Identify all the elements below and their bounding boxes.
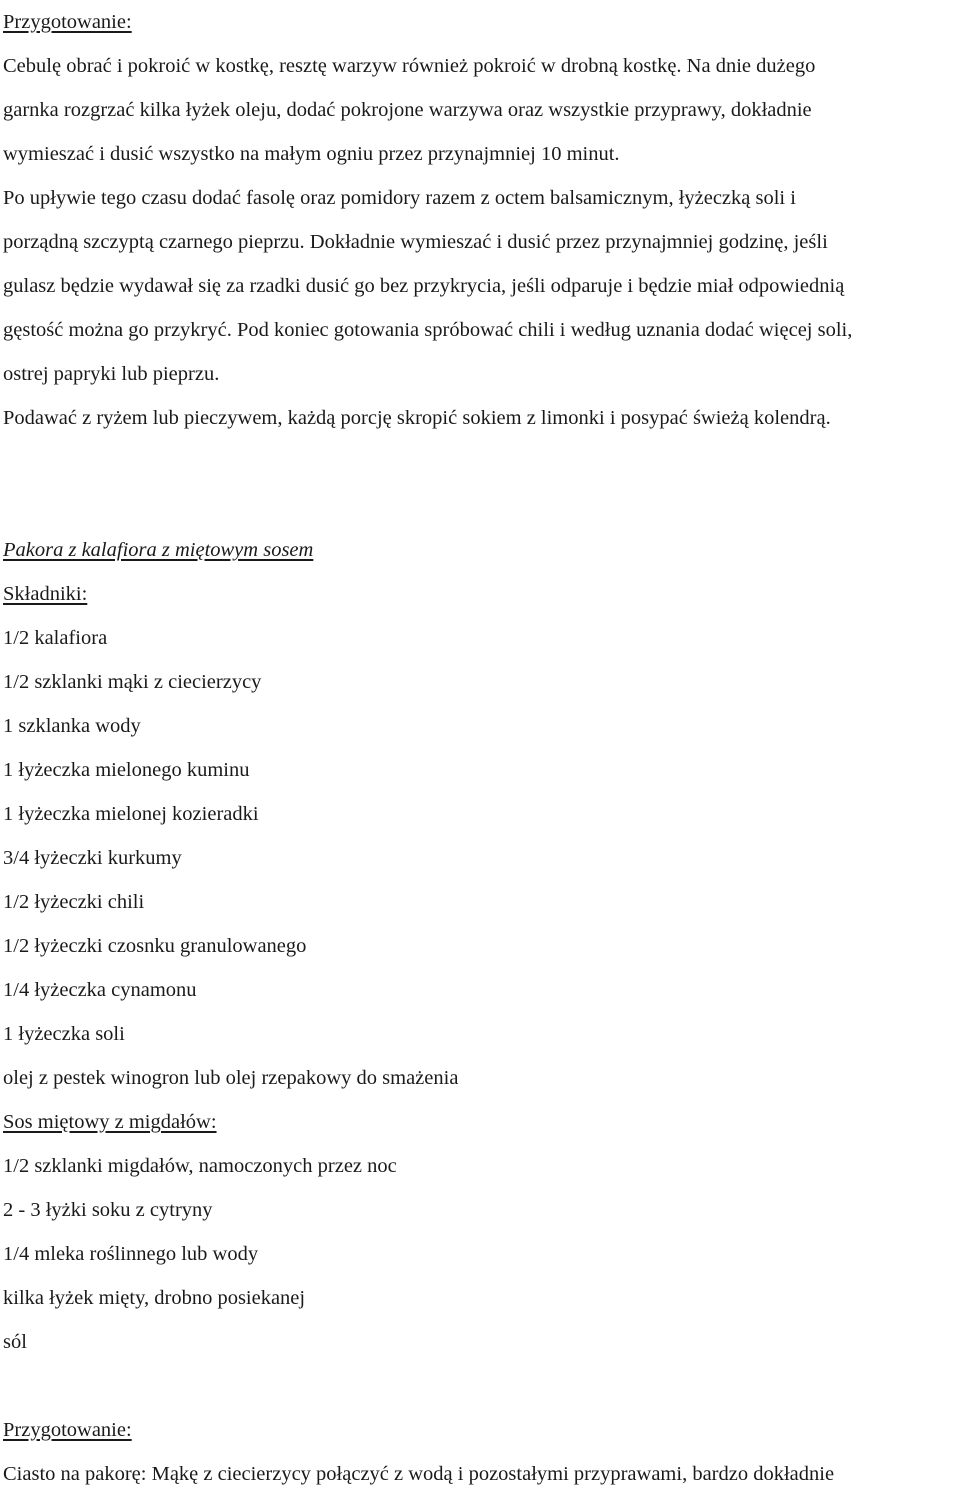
ingredient-item: 1/2 szklanki mąki z ciecierzycy bbox=[3, 671, 262, 693]
sauce-ingredient-item: 2 - 3 łyżki soku z cytryny bbox=[3, 1199, 213, 1221]
sauce-ingredient-item: sól bbox=[3, 1331, 27, 1353]
sauce-ingredient-item: 1/2 szklanki migdałów, namoczonych przez noc bbox=[3, 1155, 397, 1177]
ingredient-item: 1/2 łyżeczki czosnku granulowanego bbox=[3, 935, 307, 957]
document-page bbox=[3, 0, 957, 1496]
paragraph-line: Podawać z ryżem lub pieczywem, każdą porcję skropić sokiem z limonki i posypać świeżą kolendrą. bbox=[3, 407, 831, 429]
paragraph-line: wymieszać i dusić wszystko na małym ogniu przez przynajmniej 10 minut. bbox=[3, 143, 620, 165]
spacer bbox=[3, 1364, 957, 1408]
ingredients-heading: Składniki: bbox=[3, 583, 88, 605]
ingredient-item: 1/4 łyżeczka cynamonu bbox=[3, 979, 197, 1001]
ingredient-item: 1 szklanka wody bbox=[3, 715, 141, 737]
prep-line: Ciasto na pakorę: Mąkę z ciecierzycy połączyć z wodą i pozostałymi przyprawami, bardzo dokładnie bbox=[3, 1463, 835, 1485]
paragraph-line: gulasz będzie wydawał się za rzadki dusić go bez przykrycia, jeśli odparuje i będzie miał odpowiednią bbox=[3, 275, 845, 297]
paragraph-line: Cebulę obrać i pokroić w kostkę, resztę warzyw również pokroić w drobną kostkę. Na dnie dużego bbox=[3, 55, 816, 77]
paragraph-line: ostrej papryki lub pieprzu. bbox=[3, 363, 220, 385]
paragraph-line: porządną szczyptą czarnego pieprzu. Dokładnie wymieszać i dusić przez przynajmniej godzinę, jeśli bbox=[3, 231, 828, 253]
ingredient-item: 1/2 łyżeczki chili bbox=[3, 891, 145, 913]
ingredient-item: 1 łyżeczka mielonego kuminu bbox=[3, 759, 250, 781]
recipe-title: Pakora z kalafiora z miętowym sosem bbox=[3, 539, 314, 561]
ingredient-item: olej z pestek winogron lub olej rzepakowy do smażenia bbox=[3, 1067, 459, 1089]
spacer bbox=[3, 484, 957, 528]
spacer bbox=[3, 440, 957, 484]
sauce-heading: Sos miętowy z migdałów: bbox=[3, 1111, 217, 1133]
ingredient-item: 1 łyżeczka mielonej kozieradki bbox=[3, 803, 259, 825]
prep-heading: Przygotowanie: bbox=[3, 1419, 132, 1441]
paragraph-line: gęstość można go przykryć. Pod koniec gotowania spróbować chili i według uznania dodać więcej soli, bbox=[3, 319, 853, 341]
paragraph-line: garnka rozgrzać kilka łyżek oleju, dodać pokrojone warzywa oraz wszystkie przyprawy, dokładnie bbox=[3, 99, 812, 121]
sauce-ingredient-item: kilka łyżek mięty, drobno posiekanej bbox=[3, 1287, 306, 1309]
ingredient-item: 3/4 łyżeczki kurkumy bbox=[3, 847, 182, 869]
ingredient-item: 1 łyżeczka soli bbox=[3, 1023, 125, 1045]
sauce-ingredient-item: 1/4 mleka roślinnego lub wody bbox=[3, 1243, 259, 1265]
ingredient-item: 1/2 kalafiora bbox=[3, 627, 108, 649]
paragraph-line: Po upływie tego czasu dodać fasolę oraz pomidory razem z octem balsamicznym, łyżeczką soli i bbox=[3, 187, 796, 209]
section-heading-preparation: Przygotowanie: bbox=[3, 11, 132, 33]
